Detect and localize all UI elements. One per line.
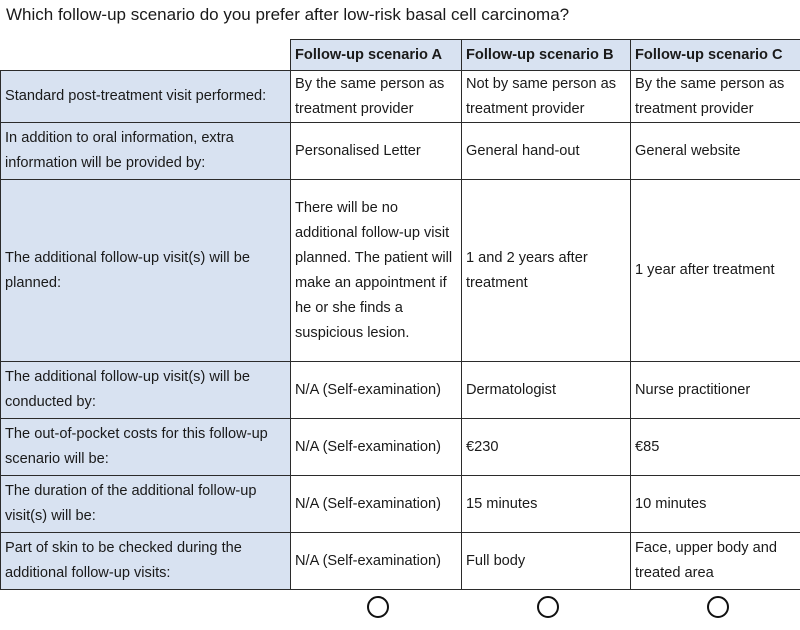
row-label: Part of skin to be checked during the additional follow-up visits: [1,533,291,590]
cell-scenario-c: Face, upper body and treated area [631,533,800,590]
cell-scenario-c: €85 [631,419,800,476]
cell-scenario-c: 1 year after treatment [631,180,800,362]
cell-scenario-b: 1 and 2 years after treatment [462,180,631,362]
cell-scenario-a: N/A (Self-examination) [291,419,462,476]
cell-scenario-b: 15 minutes [462,476,631,533]
table-row [1,180,800,362]
row-label: In addition to oral information, extra information will be provided by: [1,123,291,180]
radio-scenario-c[interactable] [707,596,729,618]
row-label: The additional follow-up visit(s) will be conducted by: [1,362,291,419]
cell-scenario-b: €230 [462,419,631,476]
column-header-scenario-b: Follow-up scenario B [462,40,631,71]
header-row [1,40,800,71]
cell-scenario-a: By the same person as treatment provider [291,71,462,123]
radio-scenario-a[interactable] [367,596,389,618]
table-corner [1,40,291,71]
row-label: The additional follow-up visit(s) will be planned: [1,180,291,362]
select-cell-b [462,590,631,625]
row-label: The duration of the additional follow-up visit(s) will be: [1,476,291,533]
selection-spacer [1,590,291,625]
cell-scenario-c: By the same person as treatment provider [631,71,800,123]
selection-row [1,590,800,625]
column-header-scenario-a: Follow-up scenario A [291,40,462,71]
cell-scenario-b: Dermatologist [462,362,631,419]
table-row [1,362,800,419]
column-header-scenario-c: Follow-up scenario C [631,40,800,71]
cell-scenario-a: N/A (Self-examination) [291,362,462,419]
cell-scenario-c: Nurse practitioner [631,362,800,419]
table-row [1,476,800,533]
cell-scenario-a: There will be no additional follow-up visit planned. The patient will make an appointment if he or she finds a suspicious lesion. [291,180,462,362]
table-row [1,71,800,123]
cell-scenario-c: 10 minutes [631,476,800,533]
question-title: Which follow-up scenario do you prefer after low-risk basal cell carcinoma? [6,5,570,24]
cell-scenario-b: Not by same person as treatment provider [462,71,631,123]
row-label: Standard post-treatment visit performed: [1,71,291,123]
table-row [1,533,800,590]
cell-scenario-a: Personalised Letter [291,123,462,180]
scenario-comparison-table [0,39,800,624]
cell-scenario-c: General website [631,123,800,180]
cell-scenario-a: N/A (Self-examination) [291,533,462,590]
cell-scenario-a: N/A (Self-examination) [291,476,462,533]
radio-scenario-b[interactable] [537,596,559,618]
cell-scenario-b: Full body [462,533,631,590]
table-row [1,419,800,476]
select-cell-c [631,590,800,625]
table-row [1,123,800,180]
select-cell-a [291,590,462,625]
cell-scenario-b: General hand-out [462,123,631,180]
row-label: The out-of-pocket costs for this follow-up scenario will be: [1,419,291,476]
